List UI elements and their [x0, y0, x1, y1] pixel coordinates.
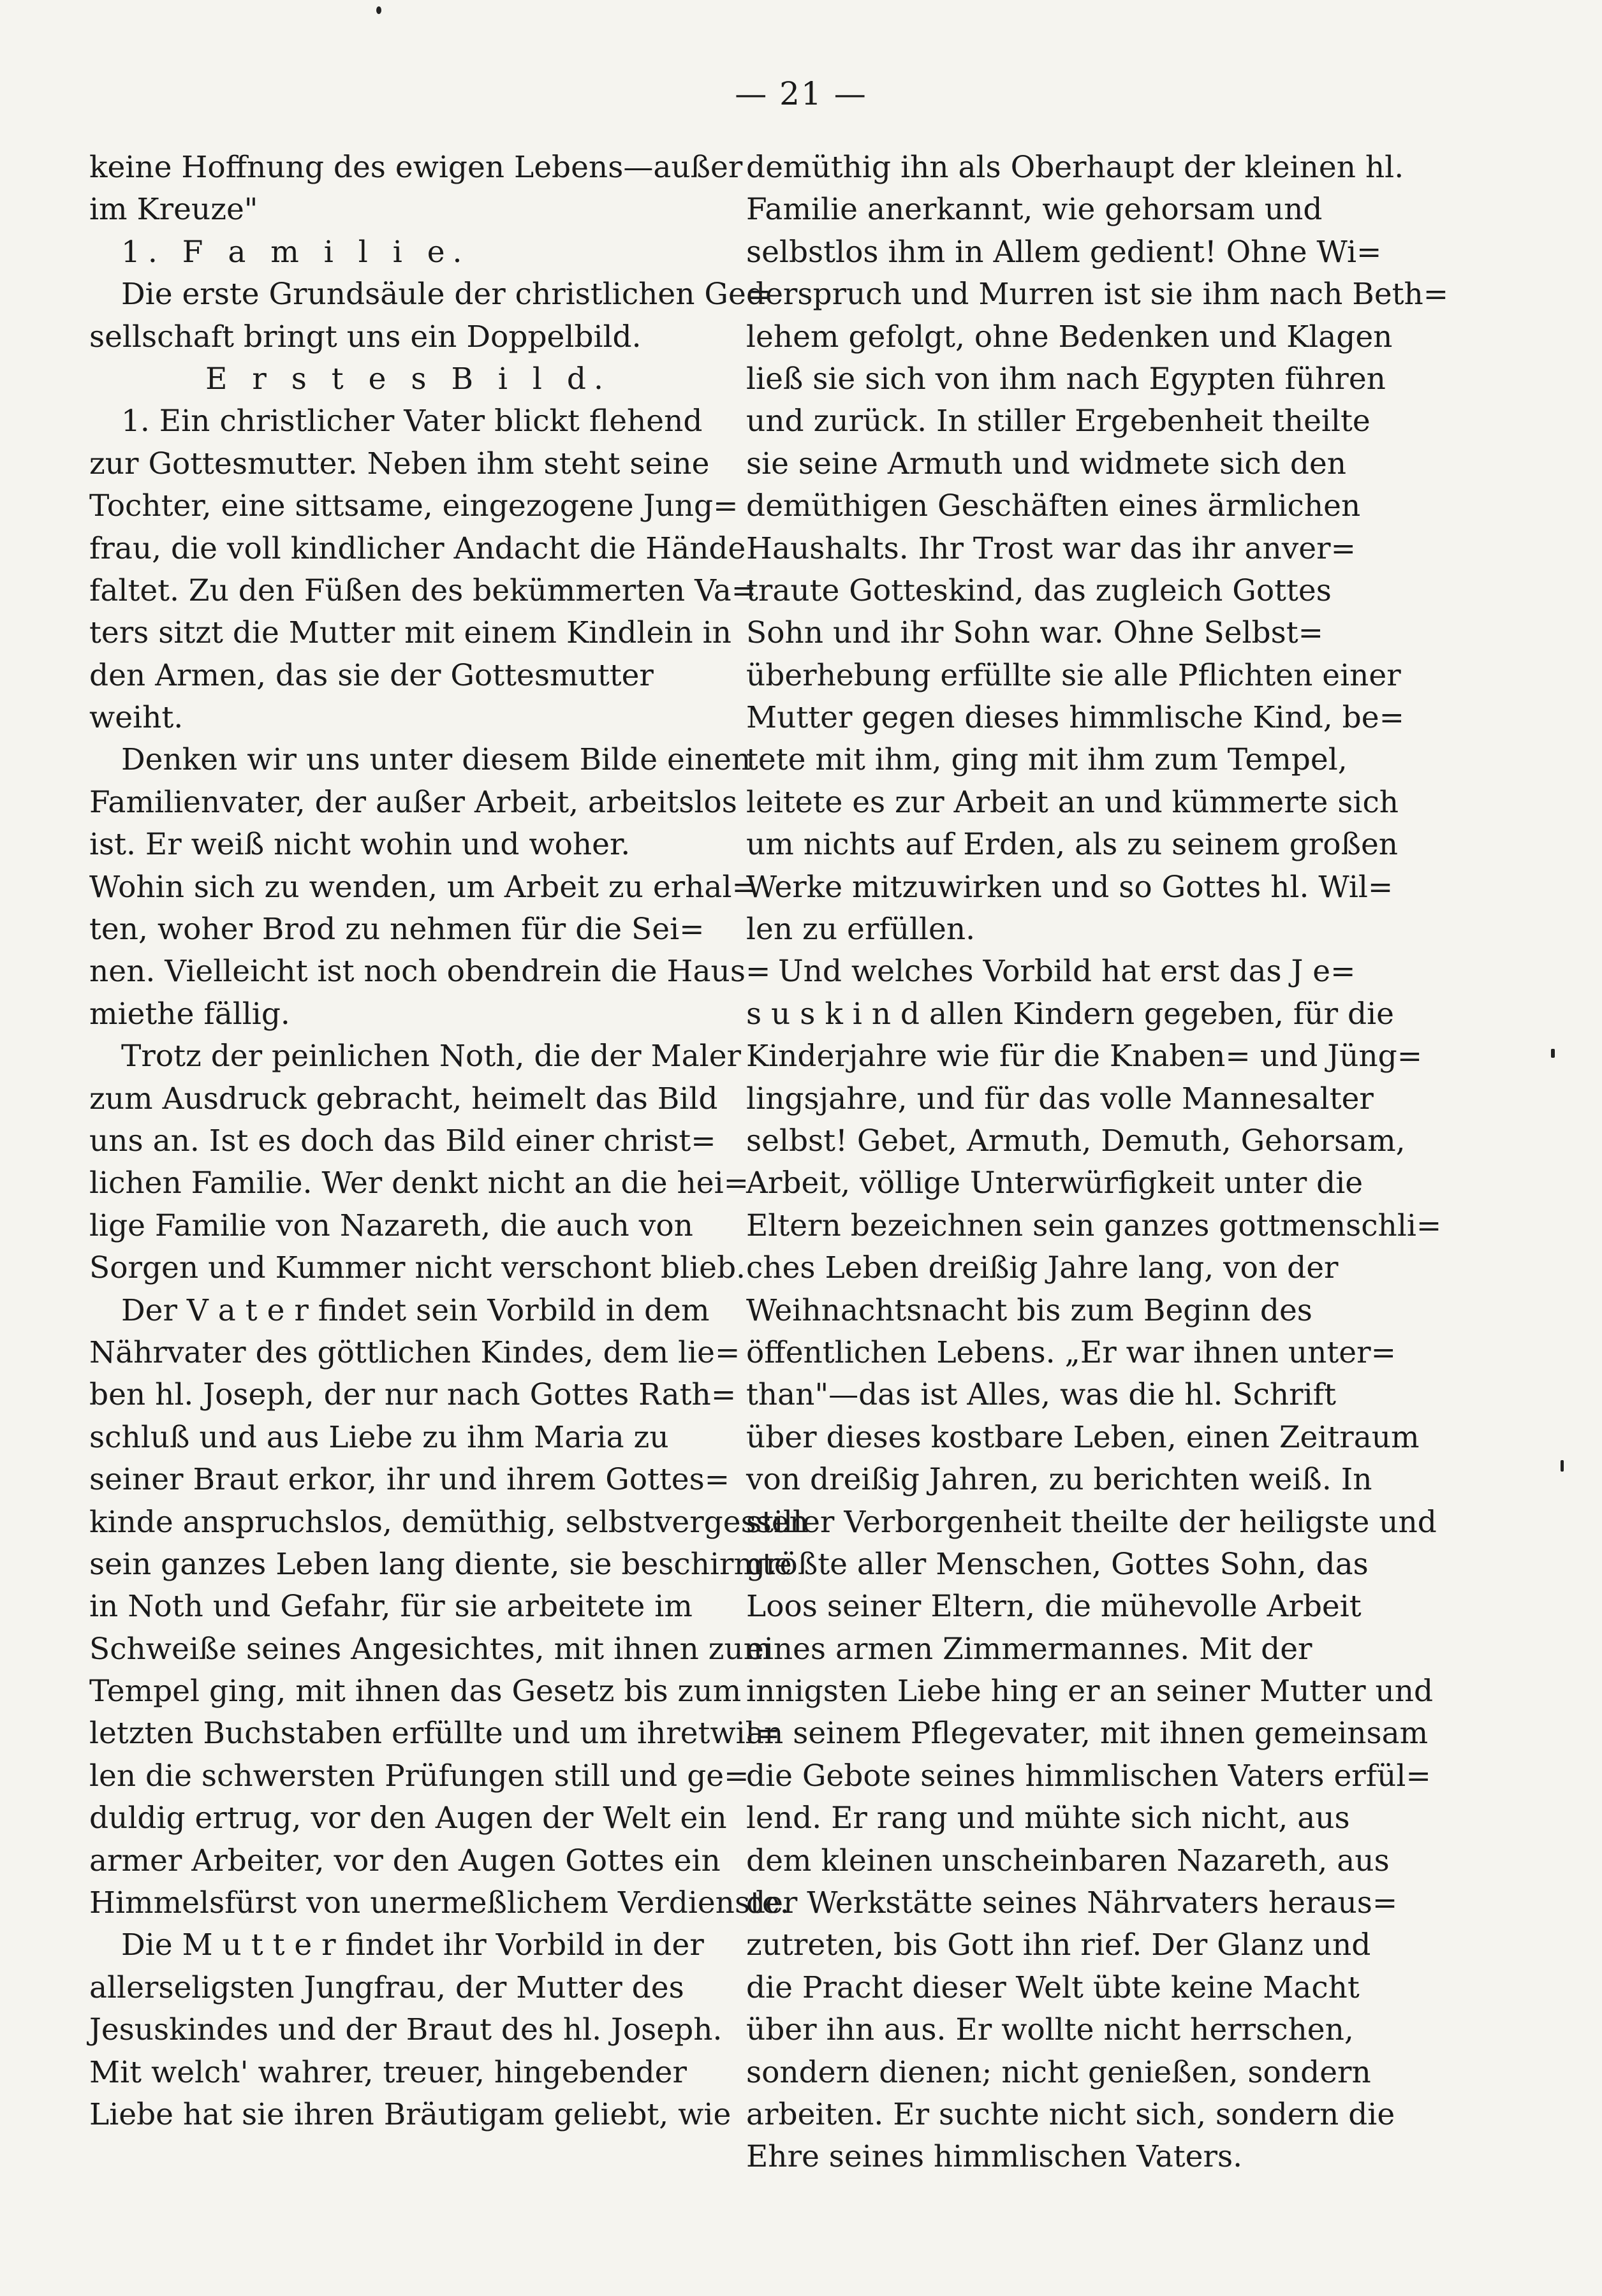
text-line: len die schwersten Prüfungen still und ge= — [89, 1758, 749, 1794]
text-line: armer Arbeiter, vor den Augen Gottes ein — [89, 1843, 721, 1878]
text-line: letzten Buchstaben erfüllte und um ihretwil= — [89, 1716, 781, 1751]
text-line: len zu erfüllen. — [746, 912, 976, 947]
text-line: Familie anerkannt, wie gehorsam und — [746, 192, 1323, 228]
text-line: stiller Verborgenheit theilte der heiligste und — [746, 1504, 1437, 1540]
text-line: Mit welch' wahrer, treuer, hingebender — [89, 2054, 687, 2090]
text-line: schluß und aus Liebe zu ihm Maria zu — [89, 1419, 669, 1455]
text-line: Die M u t t e r findet ihr Vorbild in der — [121, 1927, 704, 1963]
text-line: an seinem Pflegevater, mit ihnen gemeinsam — [746, 1716, 1429, 1751]
text-line: zum Ausdruck gebracht, heimelt das Bild — [89, 1081, 718, 1116]
text-line: ließ sie sich von ihm nach Egypten führen — [746, 361, 1386, 397]
text-line: kinde anspruchslos, demüthig, selbstvergessen — [89, 1504, 809, 1540]
text-line: than"—das ist Alles, was die hl. Schrift — [746, 1377, 1336, 1413]
text-line: arbeiten. Er suchte nicht sich, sondern die — [746, 2096, 1395, 2132]
text-line: miethe fällig. — [89, 996, 290, 1032]
text-line: zur Gottesmutter. Neben ihm steht seine — [89, 446, 710, 481]
text-line: selbst! Gebet, Armuth, Demuth, Gehorsam, — [746, 1123, 1406, 1159]
text-line: Sohn und ihr Sohn war. Ohne Selbst= — [746, 615, 1324, 651]
text-line: Kinderjahre wie für die Knaben= und Jüng= — [746, 1039, 1423, 1074]
text-line: sie seine Armuth und widmete sich den — [746, 446, 1347, 481]
text-line: die Pracht dieser Welt übte keine Macht — [746, 1970, 1360, 2005]
text-line: demüthigen Geschäften eines ärmlichen — [746, 488, 1361, 524]
text-line: traute Gotteskind, das zugleich Gottes — [746, 573, 1332, 608]
page-number: — 21 — — [735, 75, 867, 112]
ink-speck — [1551, 1049, 1555, 1058]
text-line: um nichts auf Erden, als zu seinem großen — [746, 827, 1399, 863]
section-heading: 1. F a m i l i e. — [121, 234, 470, 270]
text-line: eines armen Zimmermannes. Mit der — [746, 1631, 1312, 1667]
text-line: lichen Familie. Wer denkt nicht an die hei= — [89, 1166, 749, 1201]
text-line: allerseligsten Jungfrau, der Mutter des — [89, 1970, 684, 2005]
text-line: und zurück. In stiller Ergebenheit theilte — [746, 404, 1371, 439]
text-line: Mutter gegen dieses himmlische Kind, be= — [746, 700, 1404, 736]
text-line: duldig ertrug, vor den Augen der Welt ein — [89, 1801, 727, 1836]
ink-speck — [1561, 1460, 1564, 1472]
text-line: 1. Ein christlicher Vater blickt flehend — [121, 404, 703, 439]
text-line: lingsjahre, und für das volle Mannesalter — [746, 1081, 1374, 1116]
text-line: keine Hoffnung des ewigen Lebens—außer — [89, 150, 743, 185]
subsection-heading: E r s t e s B i l d. — [205, 361, 611, 397]
text-line: lend. Er rang und mühte sich nicht, aus — [746, 1801, 1350, 1836]
text-line: ten, woher Brod zu nehmen für die Sei= — [89, 912, 705, 947]
text-line: Wohin sich zu wenden, um Arbeit zu erhal= — [89, 869, 757, 905]
text-line: Nährvater des göttlichen Kindes, dem lie= — [89, 1334, 740, 1370]
text-line: die Gebote seines himmlischen Vaters erfül= — [746, 1758, 1431, 1794]
text-line: Schweiße seines Angesichtes, mit ihnen zum — [89, 1631, 772, 1667]
text-line: ist. Er weiß nicht wohin und woher. — [89, 827, 631, 863]
text-line: in Noth und Gefahr, für sie arbeitete im — [89, 1589, 693, 1625]
text-line: tete mit ihm, ging mit ihm zum Tempel, — [746, 742, 1348, 778]
text-line: lehem gefolgt, ohne Bedenken und Klagen — [746, 319, 1393, 355]
text-line: Denken wir uns unter diesem Bilde einen — [121, 742, 751, 778]
text-line: Arbeit, völlige Unterwürfigkeit unter die — [746, 1166, 1363, 1201]
right-column — [746, 147, 1449, 2179]
text-line: dem kleinen unscheinbaren Nazareth, aus — [746, 1843, 1390, 1878]
text-line: sondern dienen; nicht genießen, sondern — [746, 2054, 1371, 2090]
text-line: Trotz der peinlichen Noth, die der Maler — [121, 1039, 741, 1074]
text-line: Eltern bezeichnen sein ganzes gottmenschli= — [746, 1208, 1442, 1243]
text-line: demüthig ihn als Oberhaupt der kleinen hl. — [746, 150, 1404, 185]
text-line: nen. Vielleicht ist noch obendrein die Haus= — [89, 954, 771, 990]
text-line: frau, die voll kindlicher Andacht die Hände — [89, 530, 746, 566]
text-line: derspruch und Murren ist sie ihm nach Beth= — [746, 277, 1449, 312]
text-line: s u s k i n d allen Kindern gegeben, für die — [746, 996, 1394, 1032]
text-line: Jesuskindes und der Braut des hl. Joseph. — [89, 2012, 723, 2048]
text-line: lige Familie von Nazareth, die auch von — [89, 1208, 693, 1243]
text-line: über ihn aus. Er wollte nicht herrschen, — [746, 2012, 1354, 2048]
text-line: sein ganzes Leben lang diente, sie beschirmte — [89, 1546, 792, 1582]
text-line: öffentlichen Lebens. „Er war ihnen unter= — [746, 1334, 1396, 1370]
text-line: faltet. Zu den Füßen des bekümmerten Va= — [89, 573, 757, 608]
text-line: ters sitzt die Mutter mit einem Kindlein in — [89, 615, 731, 651]
text-line: über dieses kostbare Leben, einen Zeitraum — [746, 1419, 1420, 1455]
ink-speck — [376, 6, 381, 14]
text-line: größte aller Menschen, Gottes Sohn, das — [746, 1546, 1369, 1582]
text-line: Liebe hat sie ihren Bräutigam geliebt, wie — [89, 2096, 731, 2132]
text-line: Die erste Grundsäule der christlichen Ge= — [121, 277, 772, 312]
text-line: der Werkstätte seines Nährvaters heraus= — [746, 1885, 1398, 1921]
text-line: ches Leben dreißig Jahre lang, von der — [746, 1250, 1339, 1286]
text-line: Tempel ging, mit ihnen das Gesetz bis zum — [89, 1674, 742, 1709]
text-line: selbstlos ihm in Allem gedient! Ohne Wi= — [746, 234, 1382, 270]
text-line: Weihnachtsnacht bis zum Beginn des — [746, 1292, 1312, 1328]
text-line: von dreißig Jahren, zu berichten weiß. In — [746, 1462, 1372, 1498]
text-line: den Armen, das sie der Gottesmutter — [89, 657, 654, 693]
left-column — [89, 147, 809, 2136]
text-line: Der V a t e r findet sein Vorbild in dem — [121, 1292, 710, 1328]
text-line: uns an. Ist es doch das Bild einer christ= — [89, 1123, 716, 1159]
text-line: innigsten Liebe hing er an seiner Mutter und — [746, 1674, 1434, 1709]
text-line: Und welches Vorbild hat erst das J e= — [778, 954, 1356, 990]
text-line: Loos seiner Eltern, die mühevolle Arbeit — [746, 1589, 1362, 1625]
text-line: weiht. — [89, 700, 184, 736]
text-line: im Kreuze" — [89, 192, 258, 228]
text-line: Haushalts. Ihr Trost war das ihr anver= — [746, 530, 1356, 566]
text-line: zutreten, bis Gott ihn rief. Der Glanz und — [746, 1927, 1371, 1963]
text-line: leitete es zur Arbeit an und kümmerte sich — [746, 784, 1399, 820]
text-line: sellschaft bringt uns ein Doppelbild. — [89, 319, 642, 355]
text-line: Tochter, eine sittsame, eingezogene Jung= — [89, 488, 739, 524]
text-line: ben hl. Joseph, der nur nach Gottes Rath= — [89, 1377, 737, 1413]
text-line: Sorgen und Kummer nicht verschont blieb. — [89, 1250, 746, 1286]
text-line: seiner Braut erkor, ihr und ihrem Gottes= — [89, 1462, 730, 1498]
text-line: Familienvater, der außer Arbeit, arbeitslos — [89, 784, 737, 820]
text-line: überhebung erfüllte sie alle Pflichten einer — [746, 657, 1401, 693]
text-line: Werke mitzuwirken und so Gottes hl. Wil= — [746, 869, 1393, 905]
text-line: Ehre seines himmlischen Vaters. — [746, 2139, 1243, 2175]
text-line: Himmelsfürst von unermeßlichem Verdienste. — [89, 1885, 790, 1921]
